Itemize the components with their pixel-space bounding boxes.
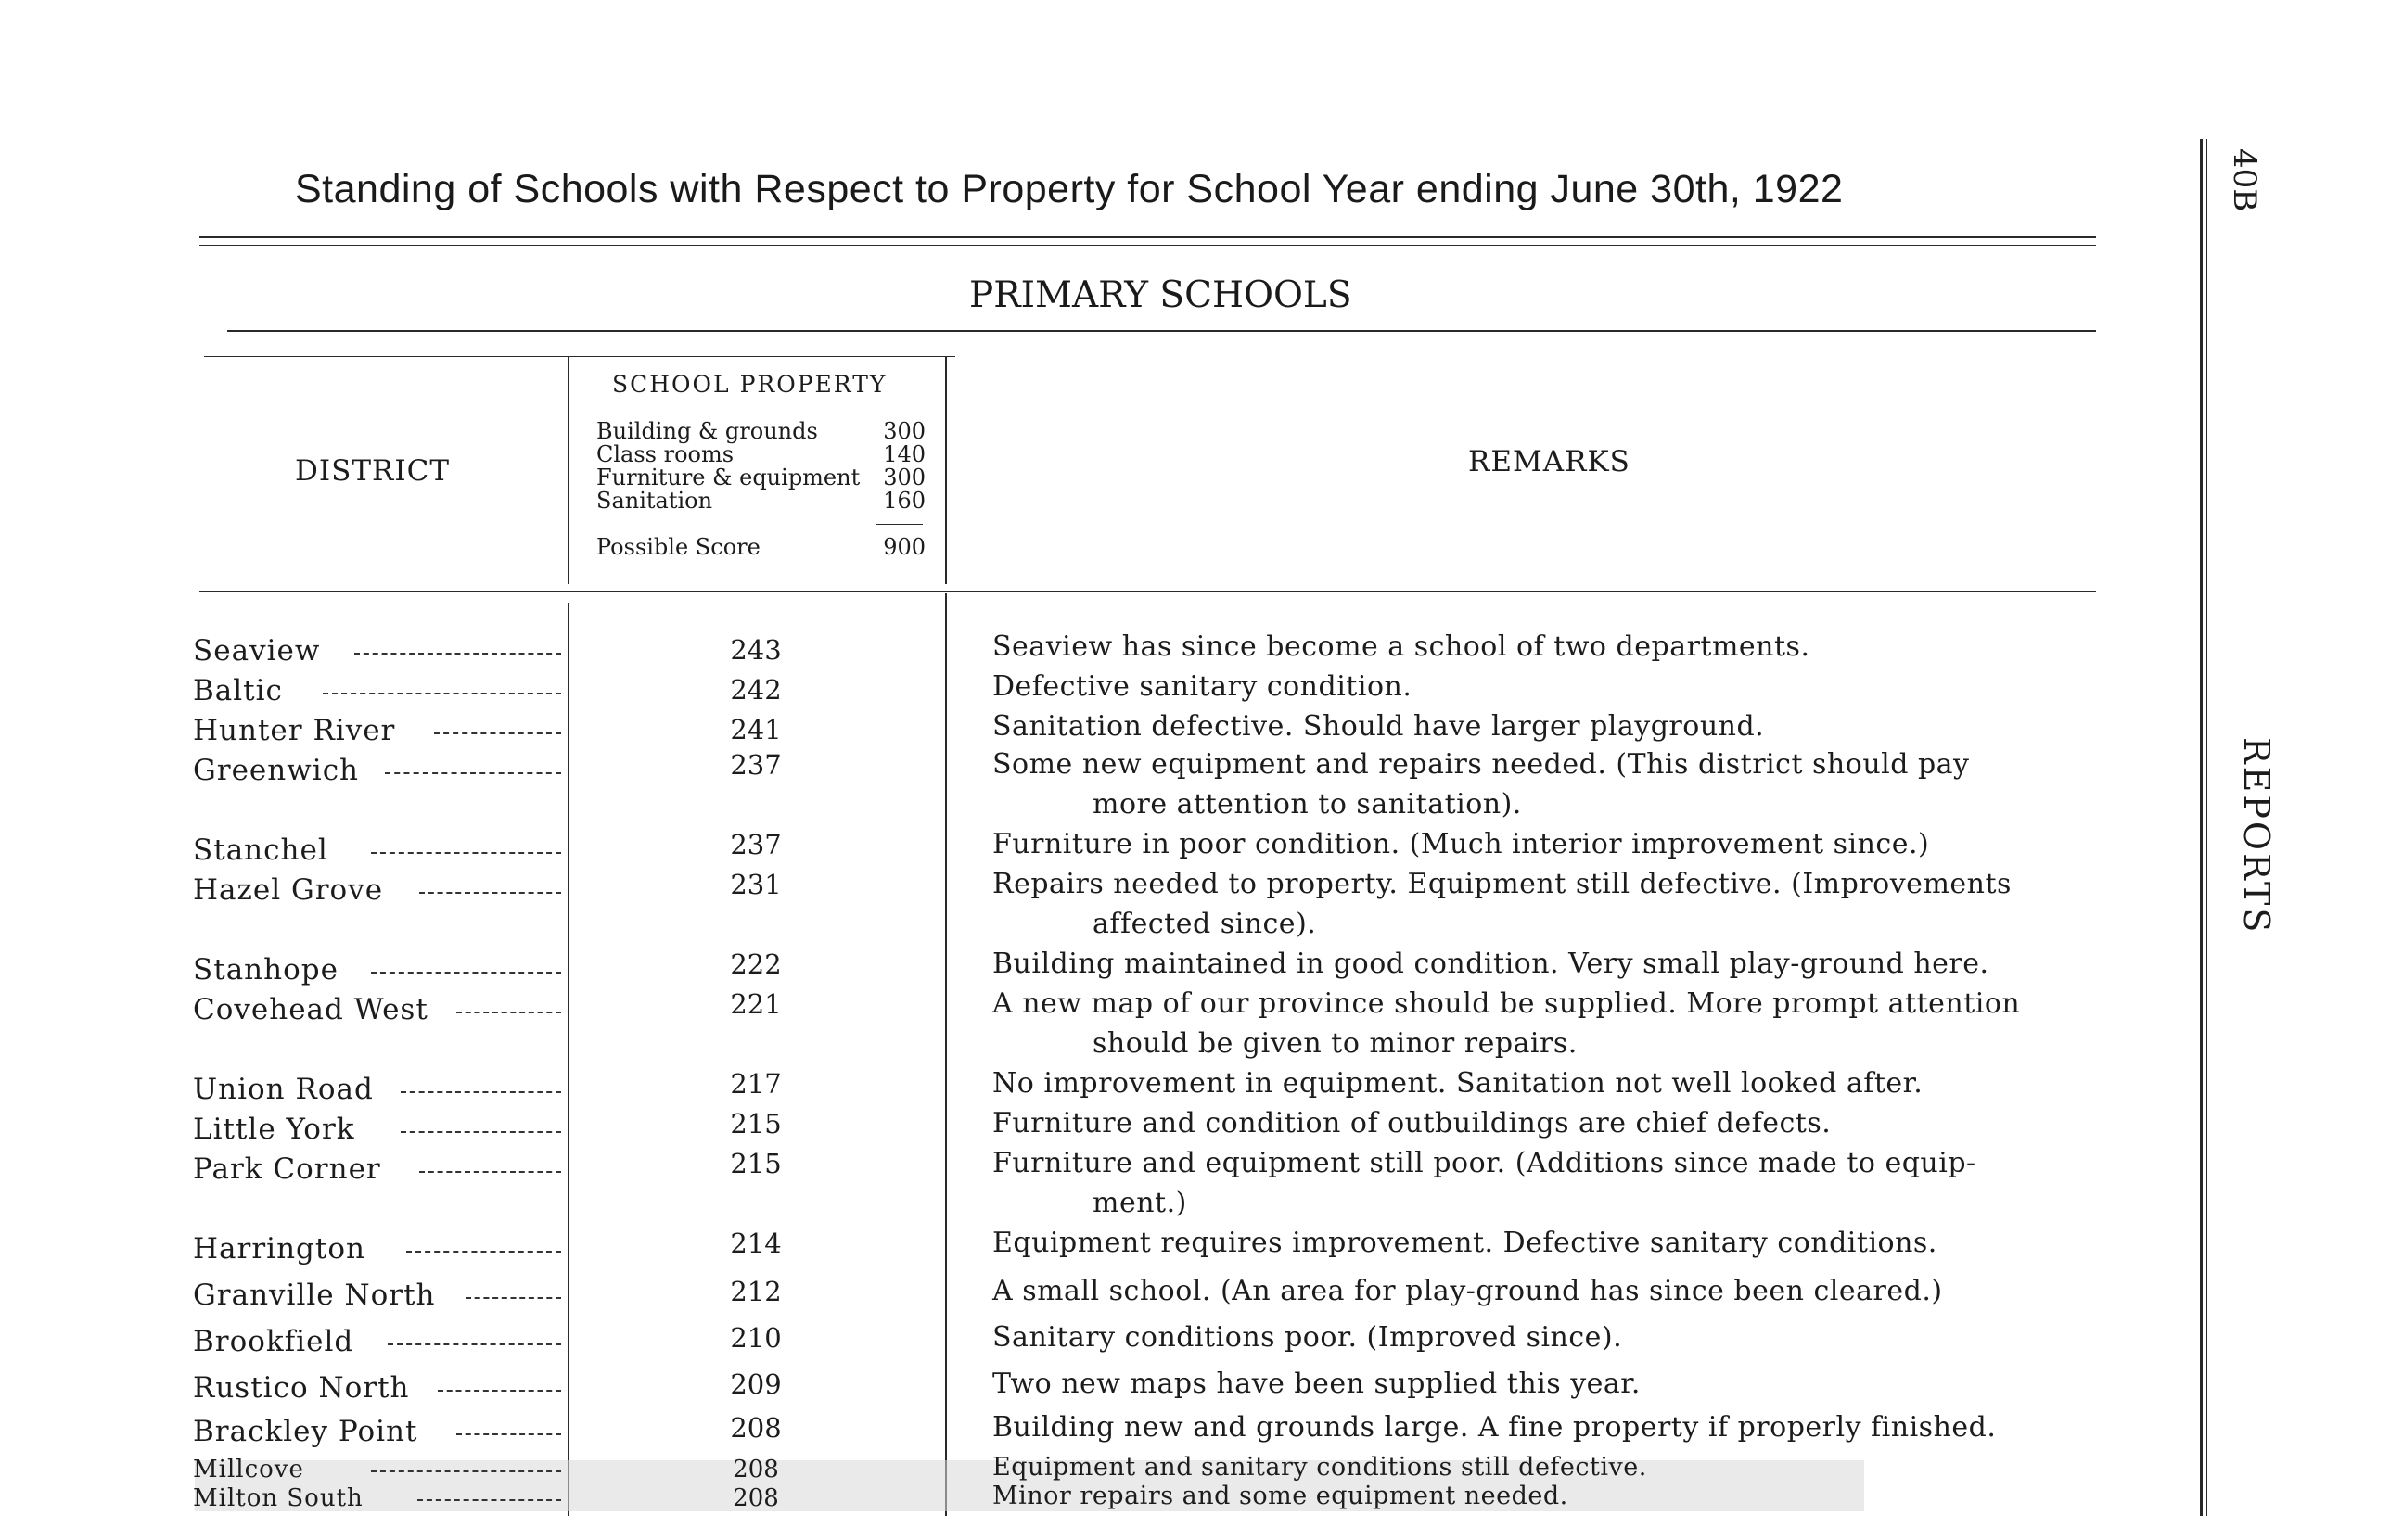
property-item-points: 140 — [883, 441, 926, 467]
property-score: 208 — [733, 1484, 779, 1512]
section-heading: PRIMARY SCHOOLS — [969, 274, 1352, 316]
remark-continuation: affected since). — [1093, 908, 1317, 940]
remark-text — [992, 1317, 2105, 1357]
property-item-label: Sanitation — [596, 488, 713, 514]
remark-text — [992, 1103, 2105, 1143]
district-name: Rustico North — [193, 1371, 410, 1405]
remark-text — [992, 864, 2105, 944]
remark-text — [992, 1271, 2105, 1311]
remark-line: Sanitary conditions poor. (Improved since). — [992, 1321, 1623, 1354]
leader-dots — [406, 1251, 561, 1253]
district-name: Hazel Grove — [193, 873, 384, 907]
leader-dots — [456, 1433, 561, 1435]
property-score: 217 — [730, 1068, 782, 1100]
district-column-header: DISTRICT — [295, 454, 450, 488]
district-name: Brackley Point — [193, 1415, 418, 1448]
title-rule-bottom — [199, 245, 2096, 246]
page-title: Standing of Schools with Respect to Property for School Year ending June 30th, 1922 — [295, 167, 1844, 211]
remark-text — [992, 1407, 2105, 1447]
remark-line: Seaview has since become a school of two departments. — [992, 630, 1810, 663]
property-item-points: 300 — [883, 465, 926, 490]
remark-text — [992, 1364, 2105, 1404]
property-score: 208 — [730, 1412, 782, 1444]
leader-dots — [388, 1343, 561, 1345]
possible-score-value: 900 — [883, 534, 926, 560]
remark-text — [992, 706, 2105, 746]
property-score: 212 — [730, 1276, 782, 1307]
column-divider-right-header — [945, 357, 947, 584]
remark-continuation: ment.) — [1093, 1187, 1187, 1219]
header-body-rule — [199, 591, 2096, 592]
district-name: Millcove — [193, 1456, 304, 1483]
district-name: Park Corner — [193, 1152, 381, 1186]
remark-line: Building maintained in good condition. Very small play-ground here. — [992, 948, 1989, 980]
leader-dots — [371, 1470, 561, 1472]
school-property-header: SCHOOL PROPERTY — [612, 371, 888, 398]
page-number: 40B — [2226, 148, 2263, 212]
remark-text — [992, 824, 2105, 864]
district-name: Brookfield — [193, 1325, 354, 1358]
title-rule-top — [199, 236, 2096, 238]
property-score: 215 — [730, 1108, 782, 1139]
leader-dots — [417, 1499, 561, 1501]
leader-dots — [371, 972, 561, 974]
district-name: Baltic — [193, 674, 283, 707]
column-divider-right — [945, 593, 947, 1516]
leader-dots — [385, 772, 561, 774]
remark-text — [992, 745, 2105, 824]
remark-line: Two new maps have been supplied this year. — [992, 1368, 1641, 1400]
remark-text — [992, 1452, 2105, 1483]
property-score: 222 — [730, 948, 782, 980]
column-divider-left — [568, 603, 569, 1516]
remark-line: Minor repairs and some equipment needed. — [992, 1482, 1568, 1510]
property-score: 221 — [730, 988, 782, 1020]
property-score: 209 — [730, 1368, 782, 1400]
leader-dots — [371, 852, 561, 854]
district-name: Stanchel — [193, 834, 328, 867]
district-name: Little York — [193, 1113, 355, 1146]
leader-dots — [434, 732, 561, 734]
remark-continuation: should be given to minor repairs. — [1093, 1027, 1578, 1060]
district-name: Harrington — [193, 1232, 365, 1266]
remark-line: Repairs needed to property. Equipment still defective. (Improvements — [992, 868, 2012, 900]
remark-line: Some new equipment and repairs needed. (This district should pay — [992, 748, 1970, 781]
property-item-label: Furniture & equipment — [596, 465, 861, 490]
property-score: 237 — [730, 829, 782, 860]
leader-dots — [354, 653, 561, 655]
district-name: Hunter River — [193, 714, 396, 747]
remark-line: Building new and grounds large. A fine property if properly finished. — [992, 1411, 1997, 1444]
district-name: Seaview — [193, 634, 321, 668]
leader-dots — [323, 693, 561, 694]
remark-line: Defective sanitary condition. — [992, 670, 1412, 703]
property-score: 215 — [730, 1148, 782, 1179]
leader-dots — [438, 1390, 561, 1392]
remark-text — [992, 1481, 2105, 1511]
possible-score-label: Possible Score — [596, 534, 761, 560]
leader-dots — [466, 1297, 561, 1299]
remark-line: Sanitation defective. Should have larger playground. — [992, 710, 1765, 743]
remark-line: Furniture in poor condition. (Much interior improvement since.) — [992, 828, 1930, 860]
remarks-column-header: REMARKS — [1468, 445, 1630, 478]
leader-dots — [419, 1171, 561, 1173]
remark-text — [992, 627, 2105, 667]
remark-continuation: more attention to sanitation). — [1093, 788, 1522, 821]
remark-line: Equipment and sanitary conditions still defective. — [992, 1453, 1647, 1482]
property-score: 231 — [730, 869, 782, 900]
running-head: REPORTS — [2236, 737, 2277, 935]
district-name: Granville North — [193, 1279, 436, 1312]
remark-line: A small school. (An area for play-ground has since been cleared.) — [992, 1275, 1943, 1307]
remark-line: Equipment requires improvement. Defective sanitary conditions. — [992, 1227, 1937, 1259]
district-name: Stanhope — [193, 953, 339, 986]
leader-dots — [401, 1091, 561, 1093]
remark-text — [992, 1143, 2105, 1223]
property-item-points: 160 — [883, 488, 926, 514]
remark-text — [992, 667, 2105, 706]
section-rule-top — [227, 330, 2096, 332]
property-score: 214 — [730, 1228, 782, 1259]
remark-line: A new map of our province should be supplied. More prompt attention — [992, 987, 2021, 1020]
property-item-points: 300 — [883, 418, 926, 444]
property-score: 237 — [730, 749, 782, 781]
sum-rule — [876, 524, 923, 525]
property-score: 210 — [730, 1322, 782, 1354]
leader-dots — [419, 892, 561, 894]
column-divider-left-header — [568, 357, 569, 584]
remark-text — [992, 1223, 2105, 1263]
remark-text — [992, 1063, 2105, 1103]
property-item-label: Class rooms — [596, 441, 735, 467]
property-score: 241 — [730, 714, 782, 745]
remark-text — [992, 984, 2105, 1063]
remark-line: No improvement in equipment. Sanitation not well looked after. — [992, 1067, 1924, 1100]
district-name: Union Road — [193, 1073, 374, 1106]
remark-text — [992, 944, 2105, 984]
district-name: Greenwich — [193, 754, 360, 787]
property-score: 243 — [730, 634, 782, 666]
header-rule — [204, 356, 955, 357]
district-name: Covehead West — [193, 993, 428, 1026]
leader-dots — [456, 1012, 561, 1013]
property-score: 208 — [733, 1456, 779, 1483]
district-name: Milton South — [193, 1484, 364, 1512]
property-score: 242 — [730, 674, 782, 706]
remark-line: Furniture and condition of outbuildings are chief defects. — [992, 1107, 1832, 1139]
leader-dots — [401, 1131, 561, 1133]
property-item-label: Building & grounds — [596, 418, 818, 444]
margin-rule-outer — [2200, 139, 2203, 1516]
margin-rule-inner — [2206, 139, 2207, 1516]
remark-line: Furniture and equipment still poor. (Additions since made to equip- — [992, 1147, 1976, 1179]
